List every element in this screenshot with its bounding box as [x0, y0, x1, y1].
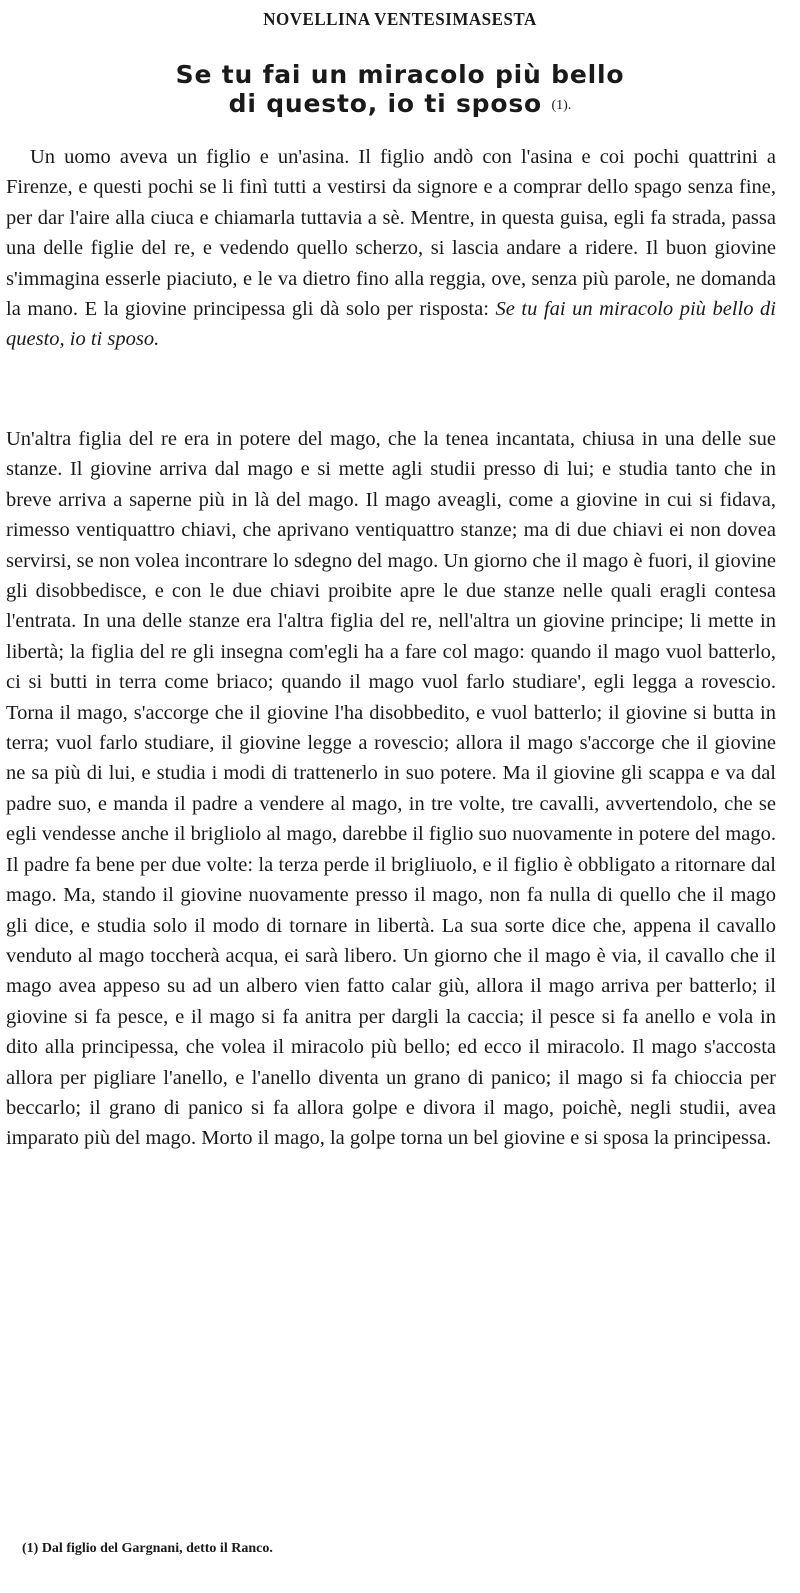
title-line-1: Se tu fai un miracolo più bello	[175, 60, 625, 89]
princess-reply: Se tu fai un miracolo più bello di questo, io ti sposo.	[6, 298, 776, 351]
paragraph-2	[6, 424, 776, 1154]
paragraph-2-text: Un'altra figlia del re era in potere del mago, che la tenea incantata, chiusa in una delle sue stanze. Il giovine arriva dal mago e si mette agli studii presso di lui; e studia tanto che in breve arriva a saperne più in là del mago. Il mago aveagli, come a giovine in cui si fidava, rimesso ventiquattro chiavi, che aprivano ventiquattro stanze; ma di due chiavi ei non dovea servirsi, se non volea incontrare lo sdegno del mago. Un giorno che il mago è fuori, il giovine gli disobbedisce, e con le due chiavi proibite apre le due stanze nelle quali eragli contesa l'entrata. In una delle stanze era l'altra figlia del re, nell'altra un giovine principe; li mette in libertà; la figlia del re gli insegna com'egli ha a fare col mago: quando il mago vuol batterlo, ci si butti in terra come briaco; quando il mago vuol farlo studiare', egli legga a rovescio. Torna il mago, s'accorge che il giovine l'ha disobbedito, e vuol batterlo; il giovine si butta in terra; vuol farlo studiare, il giovine legge a rovescio; allora il mago s'accorge che il giovine ne sa più di lui, e studia i modi di trattenerlo in suo potere. Ma il giovine gli scappa e va dal padre suo, e manda il padre a vendere al mago, in tre volte, tre cavalli, avvertendolo, che se egli vendesse anche il brigliolo al mago, darebbe il figlio suo nuovamente in potere del mago. Il padre fa bene per due volte: la terza perde il brigliuolo, e il figlio è obbligato a ritornare dal mago. Ma, stando il giovine nuovamente presso il mago, non fa nulla di quello che il mago gli dice, e studia solo il modo di tornare in libertà. La sua sorte dice che, appena il cavallo venduto al mago toccherà acqua, ei sarà libero. Un giorno che il mago è via, il cavallo che il mago avea appeso su ad un albero vien fatto calar giù, allora il mago arriva per batterlo; il giovine si fa pesce, e il mago si fa anitra per dargli la caccia; il pesce si fa anello e vola in dito alla principessa, che volea il miracolo più bello; ed ecco il miracolo. Il mago s'accosta allora per pigliare l'anello, e l'anello diventa un grano di panico; il mago si fa chioccia per beccarlo; il grano di panico si fa allora golpe e divora il mago, poichè, negli studii, avea imparato più del mago. Morto il mago, la golpe torna un bel giovine e si sposa la principessa.	[6, 428, 776, 1150]
paragraph-1	[6, 142, 776, 355]
title-line-2	[0, 89, 800, 120]
running-head: NOVELLINA VENTESIMASESTA	[263, 9, 537, 30]
paragraph-1-text: Un uomo aveva un figlio e un'asina. Il figlio andò con l'asina e coi pochi quattrini a Firenze, e questi pochi se li finì tutti a vestirsi da signore e a comprar dello spago senza fine, per dar l'aire alla ciuca e chiamarla tuttavia a sè. Mentre, in questa guisa, egli fa strada, passa una delle figlie del re, e vedendo quello scherzo, si lascia andare a ridere. Il buon giovine s'immagina esserle piaciuto, e le va dietro fino alla reggia, ove, senza più parole, ne domanda la mano. E la giovine principessa gli dà solo per risposta:	[6, 146, 776, 321]
story-title	[0, 60, 800, 120]
footnote: (1) Dal figlio del Gargnani, detto il Ranco.	[22, 1541, 273, 1556]
footnote-reference: (1).	[551, 98, 572, 113]
title-line-2-text: di questo, io ti sposo	[228, 89, 542, 118]
